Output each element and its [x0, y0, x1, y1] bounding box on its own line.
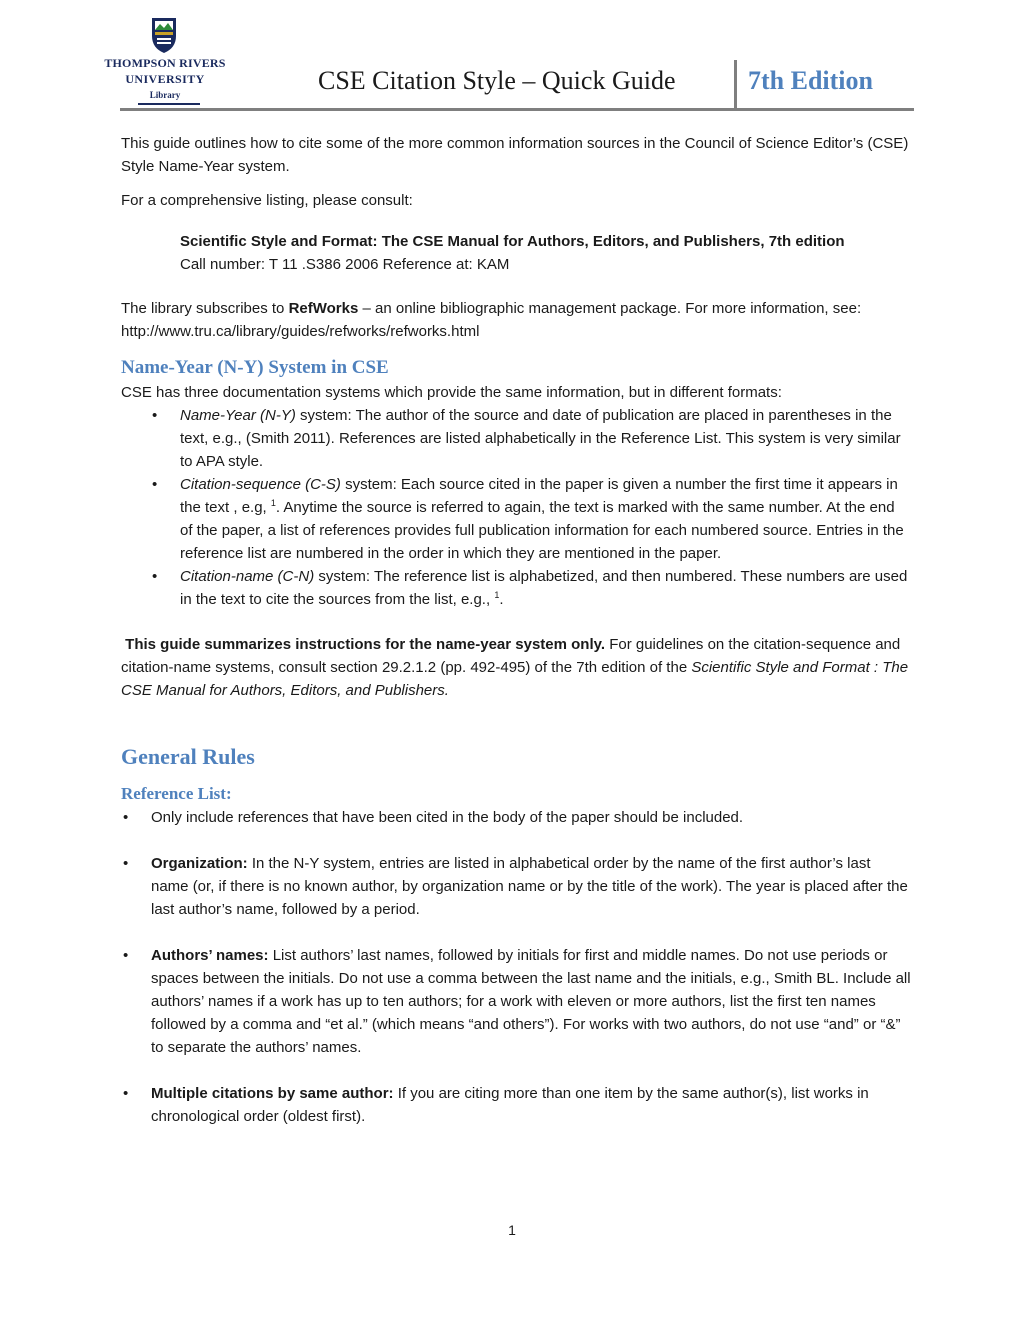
system-term: Name-Year (N-Y)	[180, 407, 296, 424]
section-heading-general-rules: General Rules	[121, 744, 255, 769]
system-term: Citation-sequence (C-S)	[180, 476, 341, 493]
system-text: system: The author of the source and date of publication are placed in parentheses in the text, e.g., (Smith 2011). References are listed alphabetically in the Reference List. This system is very similar to APA style.	[180, 407, 901, 470]
list-item	[121, 852, 911, 921]
manual-title: Scientific Style and Format: The CSE Manual for Authors, Editors, and Publishers, 7th edition	[180, 233, 845, 250]
logo-rule	[138, 103, 200, 105]
section-heading-name-year: Name-Year (N-Y) System in CSE	[121, 357, 389, 378]
list-item	[121, 565, 911, 611]
subheading-reference-list: Reference List:	[121, 784, 232, 803]
list-item	[121, 944, 911, 1059]
refworks-post: – an online bibliographic management package. For more information, see: http://www.tru.ca/library/guides/refworks/refworks.html	[121, 300, 862, 340]
rule-text: In the N-Y system, entries are listed in alphabetical order by the name of the first author’s last name (or, if there is no known author, by organization name or by the title of the work). The year is placed after the last author’s name, followed by a period.	[151, 855, 908, 918]
page-title: CSE Citation Style – Quick Guide	[318, 66, 676, 95]
title-divider	[734, 60, 737, 110]
systems-intro: CSE has three documentation systems which provide the same information, but in different formats:	[121, 384, 782, 401]
rule-text: Only include references that have been cited in the body of the paper should be included.	[151, 809, 744, 826]
list-item	[121, 1082, 911, 1128]
logo-line-2: UNIVERSITY	[125, 72, 205, 86]
page-number: 1	[508, 1222, 516, 1238]
rule-label: Organization:	[151, 855, 248, 872]
summary-italic: Scientific Style and Format : The CSE Manual for Authors, Editors, and Publishers.	[121, 659, 909, 699]
document-body	[121, 132, 911, 1128]
logo-line-1: THOMPSON RIVERS	[104, 56, 226, 70]
rules-list	[121, 806, 911, 1128]
summary-bold: This guide summarizes instructions for the name-year system only.	[125, 636, 606, 653]
tru-library-logo	[100, 16, 230, 106]
list-item	[121, 473, 911, 565]
refworks-pre: The library subscribes to	[121, 300, 289, 317]
edition-label: 7th Edition	[748, 66, 873, 95]
list-item	[121, 806, 911, 829]
refworks-name: RefWorks	[288, 300, 359, 317]
list-item	[121, 404, 911, 473]
superscript-number: 1	[494, 590, 500, 600]
system-text: .	[499, 591, 504, 608]
shield-icon	[150, 16, 178, 54]
consult-paragraph: For a comprehensive listing, please consult:	[121, 192, 413, 209]
rule-label: Authors’ names:	[151, 947, 269, 964]
rule-text: List authors’ last names, followed by initials for first and middle names. Do not use periods or spaces between the initials. Do not use a comma between the last name and the initials, e.g., Smith BL. Include all authors’ names if a work has up to ten authors; for a work with eleven or more authors, list the first ten names followed by a comma and “et al.” (which means “and others”). For works with two authors, do not use “and” or “&” to separate the authors’ names.	[151, 947, 911, 1056]
rule-label: Multiple citations by same author:	[151, 1085, 394, 1102]
system-text: system: The reference list is alphabetized, and then numbered. These numbers are used in the text to cite the sources from the list, e.g.,	[180, 568, 908, 608]
system-text: system: Each source cited in the paper is given a number the first time it appears in the text , e.g,	[180, 476, 898, 516]
superscript-number: 1	[270, 498, 276, 508]
systems-list	[121, 404, 911, 611]
header-rule	[120, 108, 914, 111]
call-number: Call number: T 11 .S386 2006 Reference at: KAM	[180, 256, 510, 273]
system-term: Citation-name (C-N)	[180, 568, 315, 585]
intro-paragraph: This guide outlines how to cite some of the more common information sources in the Council of Science Editor’s (CSE) Style Name-Year system.	[121, 135, 909, 175]
summary-paragraph	[121, 633, 911, 702]
summary-text: For guidelines on the citation-sequence and citation-name systems, consult section 29.2.1.2 (pp. 492-495) of the 7th edition of the	[121, 636, 901, 676]
system-text: . Anytime the source is referred to again, the text is marked with the same number. At the end of the paper, a list of references provides full publication information for each numbered source. Entries in the reference list are numbered in the order in which they are mentioned in the paper.	[180, 499, 904, 562]
refworks-paragraph	[121, 297, 911, 343]
rule-text: If you are citing more than one item by the same author(s), list works in chronological order (oldest first).	[151, 1085, 869, 1125]
logo-line-3: Library	[149, 90, 181, 100]
